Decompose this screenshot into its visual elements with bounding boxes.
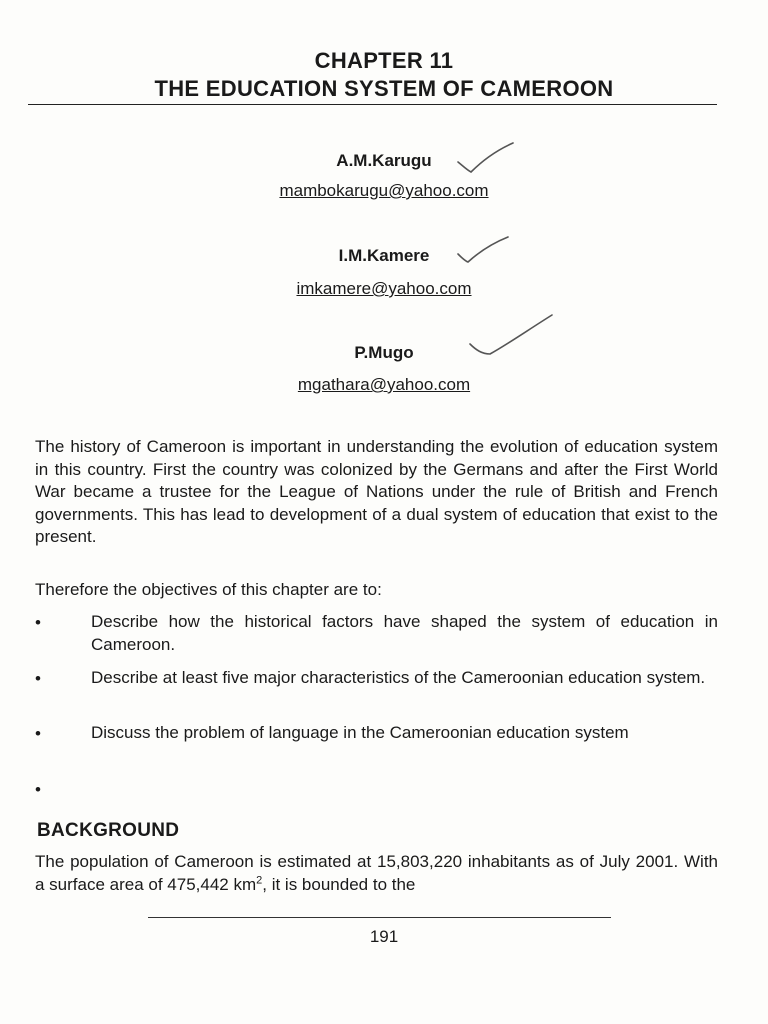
author-name-2: I.M.Kamere: [338, 246, 430, 265]
checkmark-icon: [455, 234, 511, 266]
chapter-number: CHAPTER 11: [314, 48, 454, 73]
author-name-3: P.Mugo: [354, 343, 414, 362]
unit-superscript: 2: [256, 873, 263, 886]
title-rule: [28, 104, 717, 105]
objective-item-2: Describe at least five major characteristics of the Cameroonian education system.: [91, 668, 706, 687]
checkmark-icon: [466, 312, 556, 360]
page-number: 191: [369, 927, 399, 946]
chapter-title: THE EDUCATION SYSTEM OF CAMEROON: [154, 76, 614, 101]
bullet-marker: •: [35, 780, 41, 799]
author-email-1[interactable]: mambokarugu@yahoo.com: [279, 181, 489, 200]
checkmark-icon: [455, 140, 517, 176]
author-name-1: A.M.Karugu: [336, 151, 432, 170]
section-heading-background: BACKGROUND: [37, 820, 180, 841]
background-paragraph: [35, 851, 718, 896]
footer-rule: [148, 917, 611, 918]
intro-paragraph: The history of Cameroon is important in understanding the evolution of education system in this country. First the country was colonized by the Germans and after the First World War became a trustee for the League of Nations under the rule of British and French governments. This has lead to development of a dual system of education that exist to the present.: [35, 437, 718, 546]
objective-item-3: Discuss the problem of language in the Cameroonian education system: [91, 723, 629, 742]
objective-item-1: Describe how the historical factors have shaped the system of education in Cameroon.: [91, 612, 718, 654]
background-text-start: The population of Cameroon is estimated at 15,803,220 inhabitants as of July 2001. With a surface area of 475,442 km: [35, 852, 718, 894]
objectives-intro: Therefore the objectives of this chapter are to:: [35, 580, 382, 599]
author-email-2[interactable]: imkamere@yahoo.com: [296, 279, 472, 298]
author-email-3[interactable]: mgathara@yahoo.com: [297, 375, 471, 394]
background-text-end: , it is bounded to the: [262, 874, 416, 894]
bullet-marker: •: [35, 724, 41, 743]
bullet-marker: •: [35, 613, 41, 632]
bullet-marker: •: [35, 669, 41, 688]
